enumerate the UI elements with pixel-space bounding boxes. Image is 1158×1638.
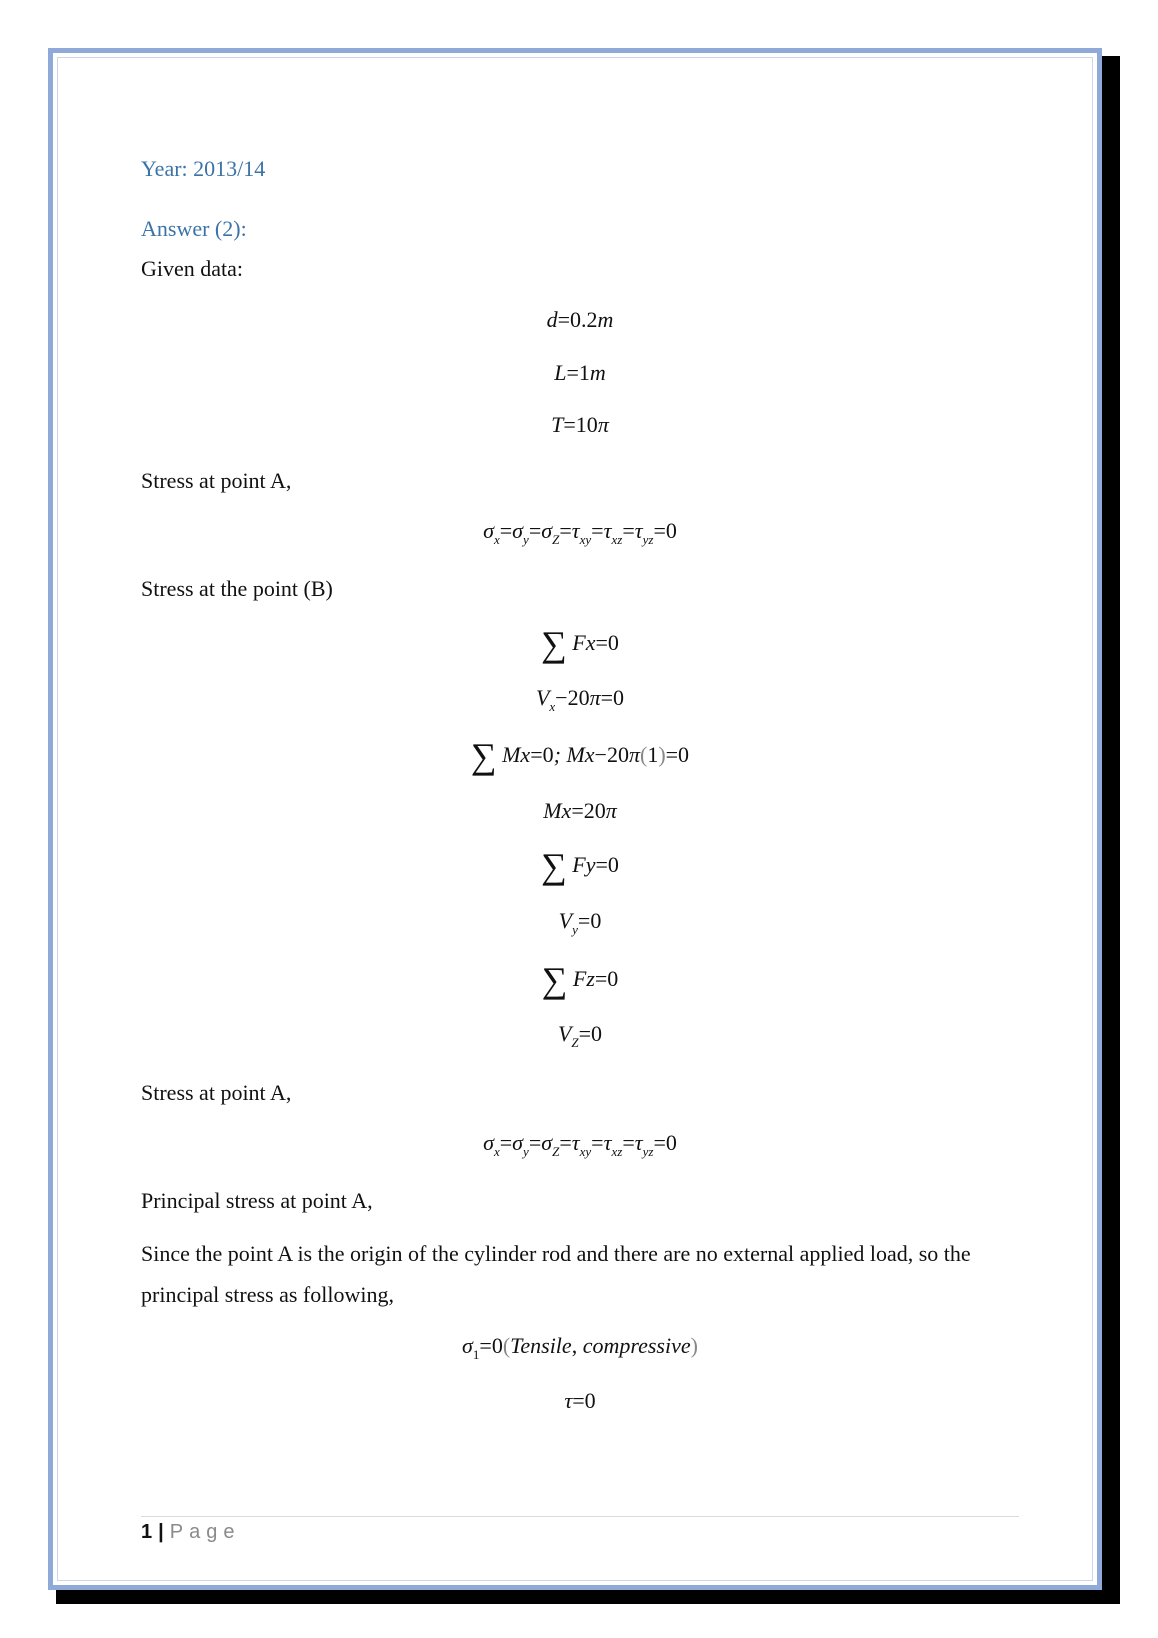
equation-sigma1: $\sigma_1=0(Tensile$, compressive) (462, 1333, 698, 1362)
page-footer (141, 1521, 240, 1544)
equation-sum-fy: ∑ Fy=0 (541, 846, 619, 886)
principal-stress-label: Principal stress at point A, (141, 1188, 373, 1213)
footer-separator: | (158, 1521, 164, 1543)
equation-mx: Mx=20π (543, 798, 617, 823)
equation-L: L=1m (554, 360, 606, 385)
equation-tau: τ=0 (564, 1388, 596, 1413)
year-heading: Year: 2013/14 (141, 156, 266, 181)
since-paragraph: Since the point A is the origin of the cylinder rod and there are no external applied load, so the principal stress as following, (141, 1241, 971, 1307)
page-label: Page (169, 1521, 241, 1543)
equation-vz: $V_Z=0$ (557, 1021, 603, 1050)
page-number: 1 (141, 1521, 153, 1543)
equation-stress-zero-2: $\sigma_x=\sigma_y=\sigma_Z=\tau_{xy}=\tau_{xz}=\tau_{yz}=0$ (483, 1130, 677, 1159)
equation-sum-fz: ∑ Fz=0 (541, 960, 619, 1000)
equation-vx: $V_x-20\pi=0$ (535, 685, 625, 714)
given-data-label: Given data: (141, 256, 244, 281)
equation-T: T=10π (551, 412, 609, 437)
answer-heading: Answer (2): (141, 216, 247, 241)
stress-point-a-label-2: Stress at point A, (141, 1080, 292, 1105)
stress-point-b-label: Stress at the point (B) (141, 576, 333, 601)
stress-point-a-label: Stress at point A, (141, 468, 292, 493)
equation-vy: $V_y=0$ (558, 908, 602, 937)
equation-d: d=0.2m (546, 307, 614, 332)
equation-sum-mx: ∑ Mx=0; Mx−20π(1)=0 (470, 736, 690, 776)
equation-sum-fx: ∑ Fx=0 (541, 624, 619, 664)
footer-divider (141, 1516, 1019, 1517)
equation-stress-zero: $\sigma_x=\sigma_y=\sigma_Z=\tau_{xy}=\tau_{xz}=\tau_{yz}=0$ (483, 518, 677, 547)
